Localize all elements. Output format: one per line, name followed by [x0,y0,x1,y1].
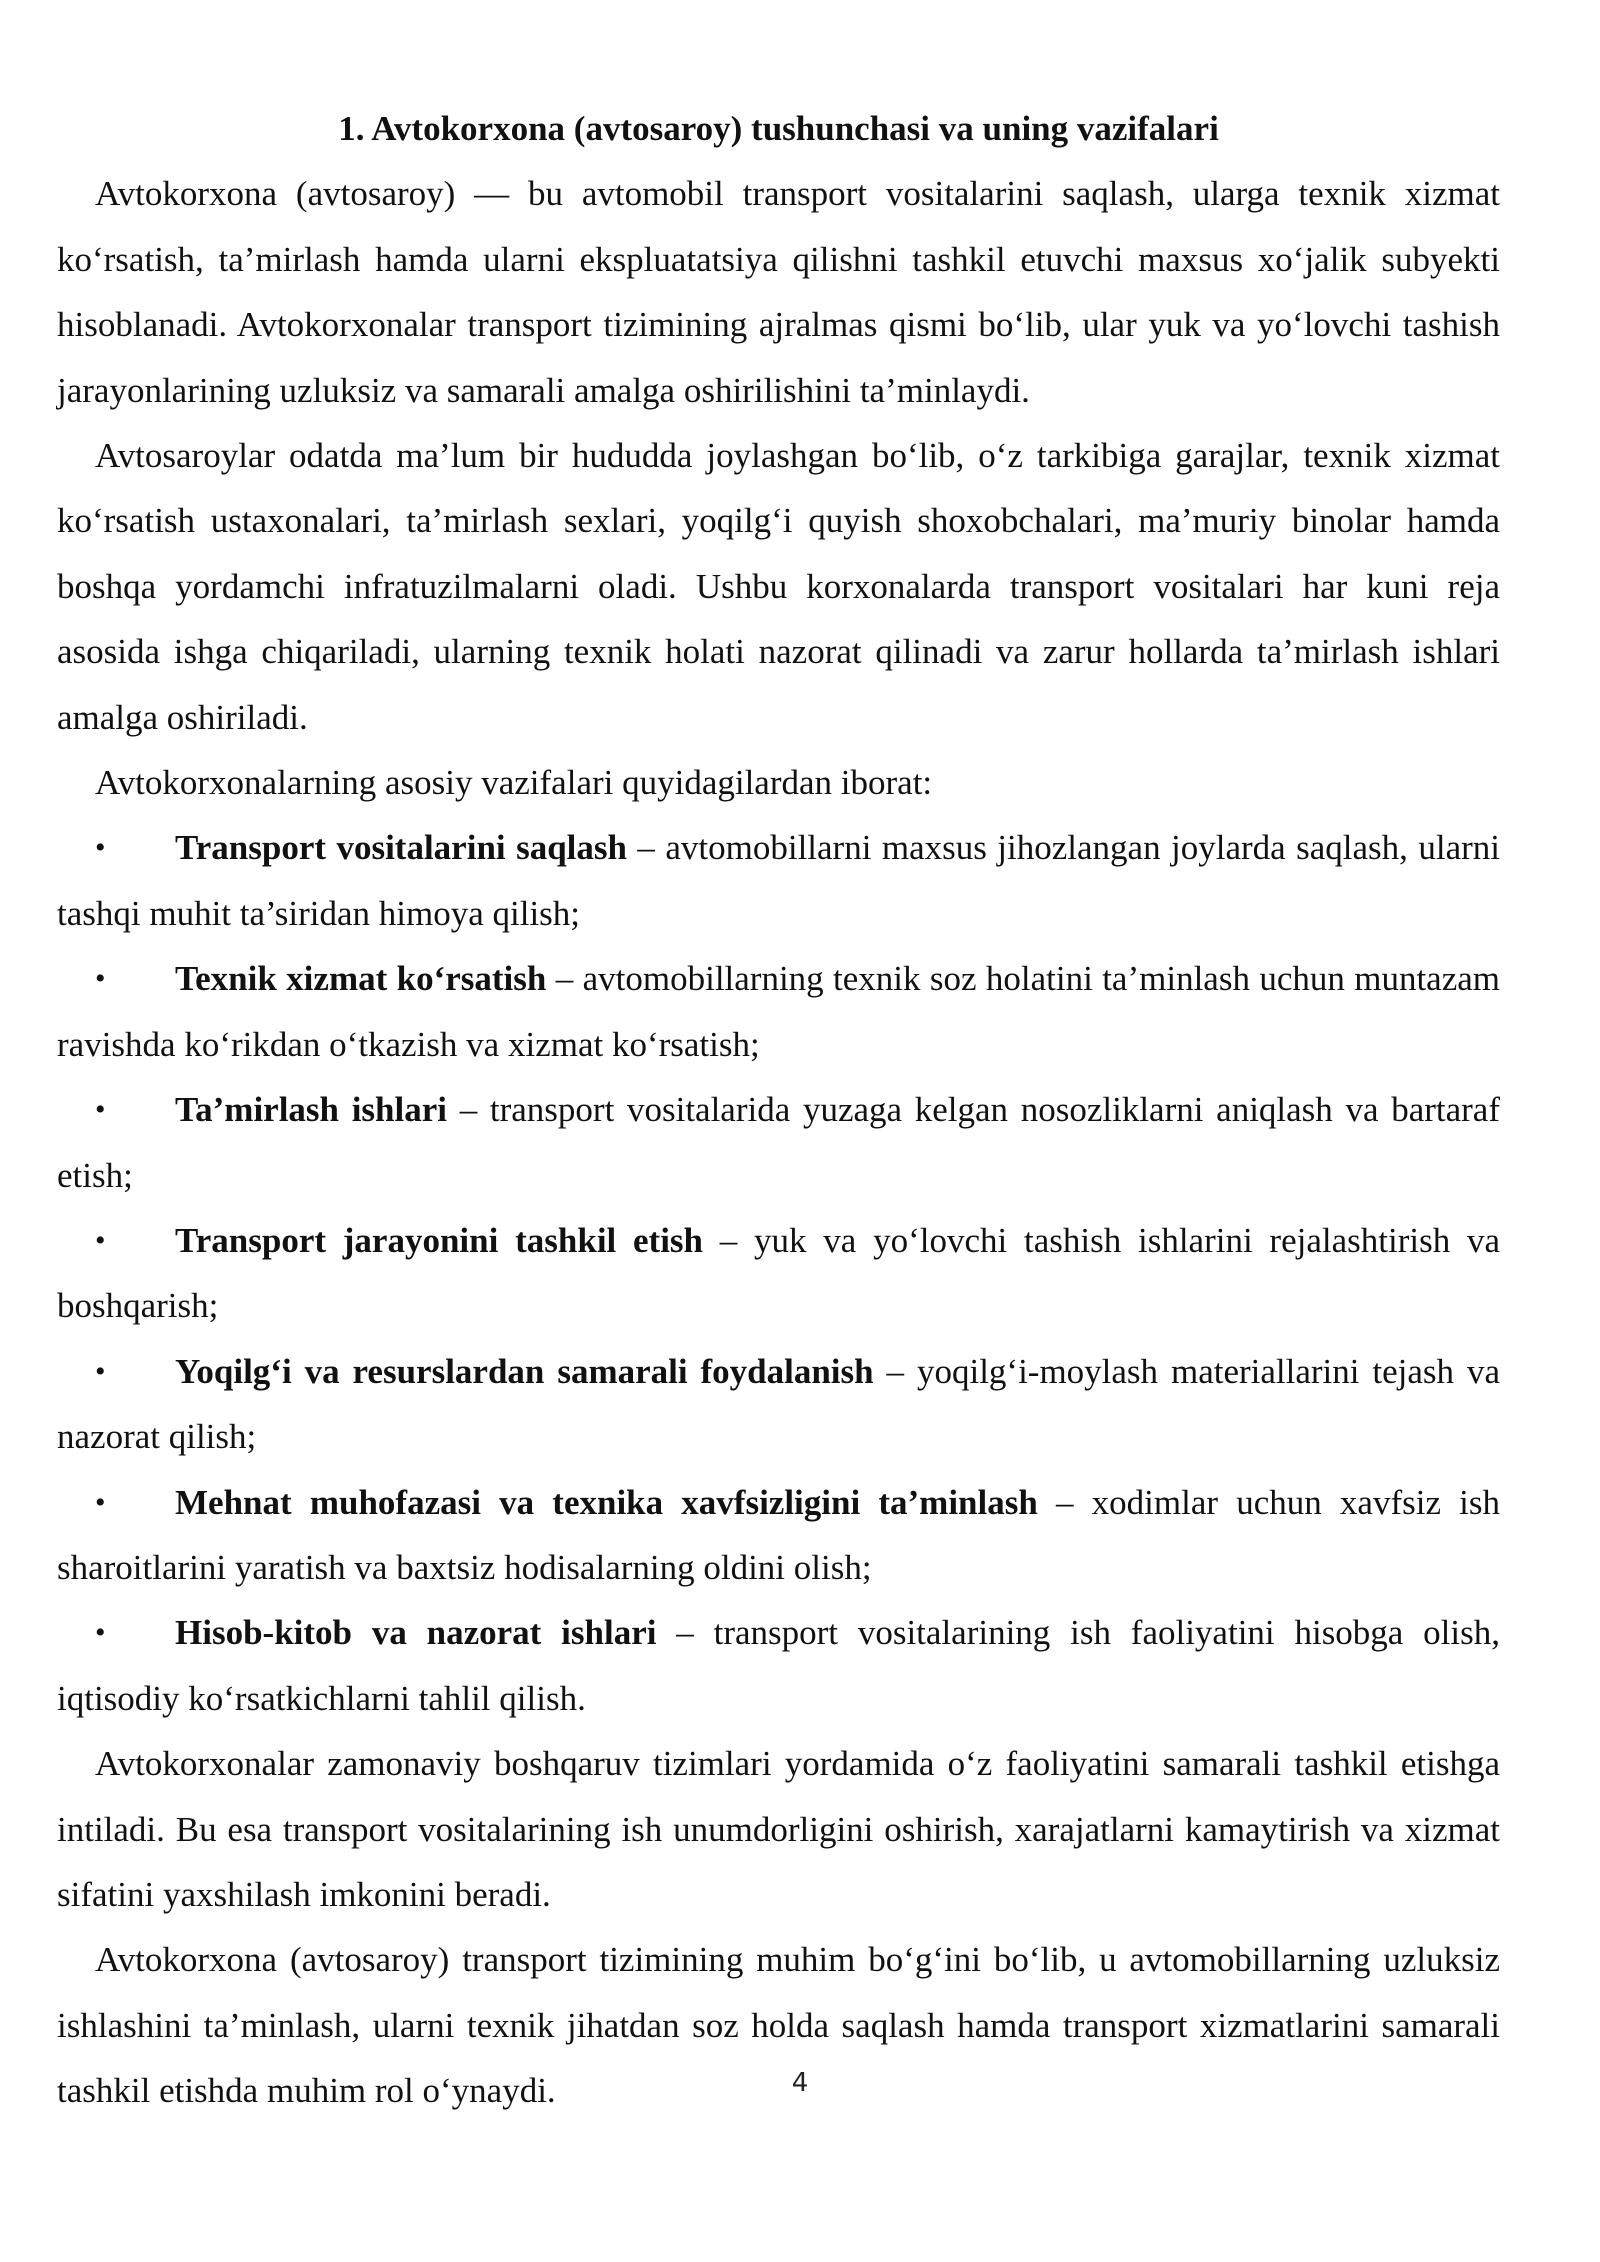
list-item [57,1600,1500,1731]
list-item-term: Texnik xizmat ko‘rsatish [175,959,547,999]
bullet-icon: • [95,1616,106,1650]
bullet-icon: • [95,1223,106,1257]
list-item-text: – transport vositalarida yuzaga kelgan nosozliklarni aniqlash va bartaraf etish; [57,1090,1500,1195]
bullet-icon: • [95,1485,106,1519]
list-item-term: Mehnat muhofazasi va texnika xavfsizligini ta’minlash [175,1482,1038,1522]
list-item-term: Transport jarayonini tashkil etish [175,1220,704,1260]
list-item [57,815,1500,946]
page-number: 4 [791,2068,809,2098]
list-item-text: – avtomobillarni maxsus jihozlangan joylarda saqlash, ularni tashqi muhit ta’siridan himoya qilish; [57,828,1501,933]
list-item-text: – transport vositalarining ish faoliyatini hisobga olish, iqtisodiy ko‘rsatkichlarni tahlil qilish. [57,1613,1500,1718]
list-item [57,1339,1500,1470]
list-item-text: – xodimlar uchun xavfsiz ish sharoitlarini yaratish va baxtsiz hodisalarning oldini olish; [57,1482,1501,1587]
paragraph-tasks-intro: Avtokorxonalarning asosiy vazifalari quyidagilardan iborat: [95,763,933,803]
list-item-term: Yoqilg‘i va resurslardan samarali foydalanish [175,1351,874,1391]
paragraph-structure: Avtosaroylar odatda ma’lum bir hududda joylashgan bo‘lib, o‘z tarkibiga garajlar, texnik xizmat ko‘rsatish ustaxonalari, ta’mirlash sexlari, yoqilg‘i quyish shoxobchalari, ma’muriy binolar hamda boshqa yordamchi infratuzilmalarni oladi. Ushbu korxonalarda transport vositalari har kuni reja asosida ishga chiqariladi, ularning texnik holati nazorat qilinadi va zarur hollarda ta’mirlash ishlari amalga oshiriladi. [57,436,1500,737]
list-item-term: Ta’mirlash ishlari [175,1090,447,1130]
tasks-list [57,815,1500,1731]
list-item-text: – yuk va yo‘lovchi tashish ishlarini rejalashtirish va boshqarish; [57,1220,1501,1326]
section-title: 1. Avtokorxona (avtosaroy) tushunchasi va uning vazifalari [338,109,1219,148]
list-item [57,1470,1500,1601]
paragraph-management: Avtokorxonalar zamonaviy boshqaruv tizimlari yordamida o‘z faoliyatini samarali tashkil etishga intiladi. Bu esa transport vositalarining ish unumdorligini oshirish, xarajatlarni kamaytirish va xizmat sifatini yaxshilash imkonini beradi. [57,1744,1500,1914]
bullet-icon: • [95,831,106,865]
list-item-term: Hisob-kitob va nazorat ishlari [175,1613,657,1653]
bullet-icon: • [95,1093,106,1127]
list-item [57,946,1500,1077]
list-item [57,1077,1500,1208]
paragraph-conclusion: Avtokorxona (avtosaroy) transport tizimining muhim bo‘g‘ini bo‘lib, u avtomobillarning uzluksiz ishlashini ta’minlash, ularni texnik jihatdan soz holda saqlash hamda transport xizmatlarini samarali tashkil etishda muhim rol o‘ynaydi. [57,1940,1500,2111]
list-item [57,1208,1500,1339]
paragraph-definition: Avtokorxona (avtosaroy) — bu avtomobil transport vositalarini saqlash, ularga texnik xizmat ko‘rsatish, ta’mirlash hamda ularni ekspluatatsiya qilishni tashkil etuvchi maxsus xo‘jalik subyekti hisoblanadi. Avtokorxonalar transport tizimining ajralmas qismi bo‘lib, ular yuk va yo‘lovchi tashish jarayonlarining uzluksiz va samarali amalga oshirilishini ta’minlaydi. [57,174,1500,410]
list-item-term: Transport vositalarini saqlash [175,828,627,868]
list-item-text: – avtomobillarning texnik soz holatini ta’minlash uchun muntazam ravishda ko‘rikdan o‘tkazish va xizmat ko‘rsatish; [57,959,1500,1064]
bullet-icon: • [95,962,106,996]
bullet-icon: • [95,1354,106,1388]
page-content [57,96,1500,2124]
list-item-text: – yoqilg‘i-moylash materiallarini tejash va nazorat qilish; [57,1351,1501,1457]
